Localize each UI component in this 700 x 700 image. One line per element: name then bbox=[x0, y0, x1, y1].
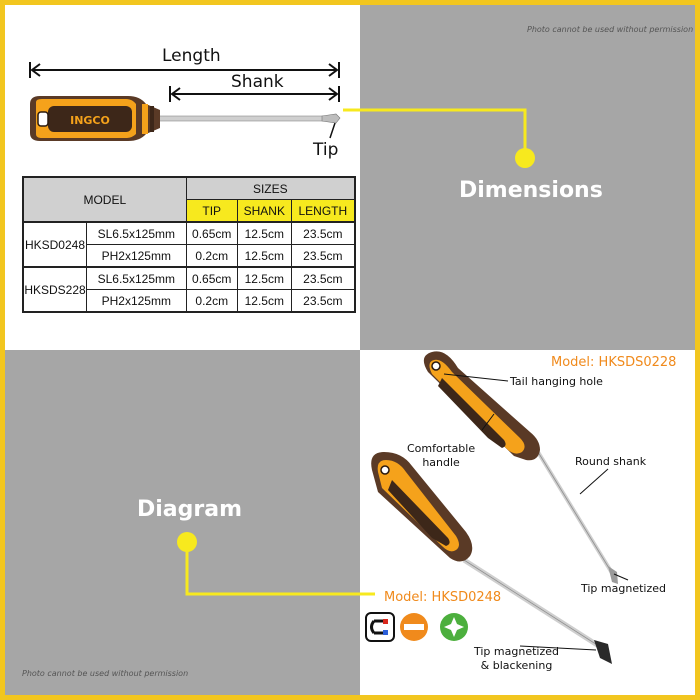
spec-cell: PH2x125mm bbox=[87, 290, 187, 313]
callout-handle-line1: Comfortable bbox=[407, 442, 476, 455]
callout-tip-blackening-line1: Tip magnetized bbox=[474, 645, 559, 658]
diagram-connector bbox=[177, 532, 375, 594]
screwdriver-horizontal bbox=[30, 96, 340, 141]
phillips-tip-icon bbox=[440, 613, 468, 641]
model-label-bottom: Model: HKSD0248 bbox=[384, 590, 502, 605]
shank-cell: 12.5cm bbox=[237, 222, 291, 245]
spec-cell: SL6.5x125mm bbox=[87, 267, 187, 290]
handle-brand-text: INGCO bbox=[70, 114, 110, 127]
tip-cell: 0.65cm bbox=[186, 222, 237, 245]
permission-notice-bottom: Photo cannot be used without permission bbox=[22, 669, 189, 678]
spec-cell: PH2x125mm bbox=[87, 245, 187, 268]
tip-cell: 0.2cm bbox=[186, 290, 237, 313]
model-header: MODEL bbox=[23, 177, 186, 222]
length-cell: 23.5cm bbox=[291, 290, 355, 313]
slotted-tip-icon bbox=[400, 613, 428, 641]
callout-tip-blackening-line2: & blackening bbox=[480, 659, 553, 672]
spec-cell: SL6.5x125mm bbox=[87, 222, 187, 245]
shank-cell: 12.5cm bbox=[237, 290, 291, 313]
length-cell: 23.5cm bbox=[291, 267, 355, 290]
shank-cell: 12.5cm bbox=[237, 245, 291, 268]
callout-handle bbox=[407, 442, 475, 470]
dimensions-connector bbox=[343, 110, 535, 168]
model-cell: HKSD0248 bbox=[23, 222, 87, 267]
callout-handle-line2: handle bbox=[422, 456, 460, 469]
table-row bbox=[23, 222, 355, 245]
magnet-icon bbox=[366, 613, 394, 641]
specs-table bbox=[22, 176, 356, 313]
callout-round-shank: Round shank bbox=[575, 455, 647, 468]
model-cell: HKSDS228 bbox=[23, 267, 87, 312]
length-cell: 23.5cm bbox=[291, 222, 355, 245]
length-cell: 23.5cm bbox=[291, 245, 355, 268]
callout-tail-hole: Tail hanging hole bbox=[510, 375, 603, 388]
dimensions-section-title: Dimensions bbox=[459, 178, 603, 203]
model-group-hksds228 bbox=[23, 267, 355, 312]
tip-cell: 0.2cm bbox=[186, 245, 237, 268]
length-column-header: LENGTH bbox=[291, 200, 355, 223]
callout-tip-blackening bbox=[474, 645, 559, 673]
model-group-hksd0248 bbox=[23, 222, 355, 267]
shank-cell: 12.5cm bbox=[237, 267, 291, 290]
shank-column-header: SHANK bbox=[237, 200, 291, 223]
permission-notice-top: Photo cannot be used without permission bbox=[527, 25, 694, 34]
tip-column-header: TIP bbox=[186, 200, 237, 223]
diagram-section-title: Diagram bbox=[137, 497, 243, 522]
tip-cell: 0.65cm bbox=[186, 267, 237, 290]
shank-label: Shank bbox=[231, 72, 284, 92]
callout-tip-magnetized: Tip magnetized bbox=[581, 582, 666, 595]
length-label: Length bbox=[162, 46, 221, 66]
sizes-header: SIZES bbox=[186, 177, 355, 200]
model-label-top: Model: HKSDS0228 bbox=[551, 355, 677, 370]
tip-label: Tip bbox=[313, 140, 339, 160]
table-row bbox=[23, 267, 355, 290]
